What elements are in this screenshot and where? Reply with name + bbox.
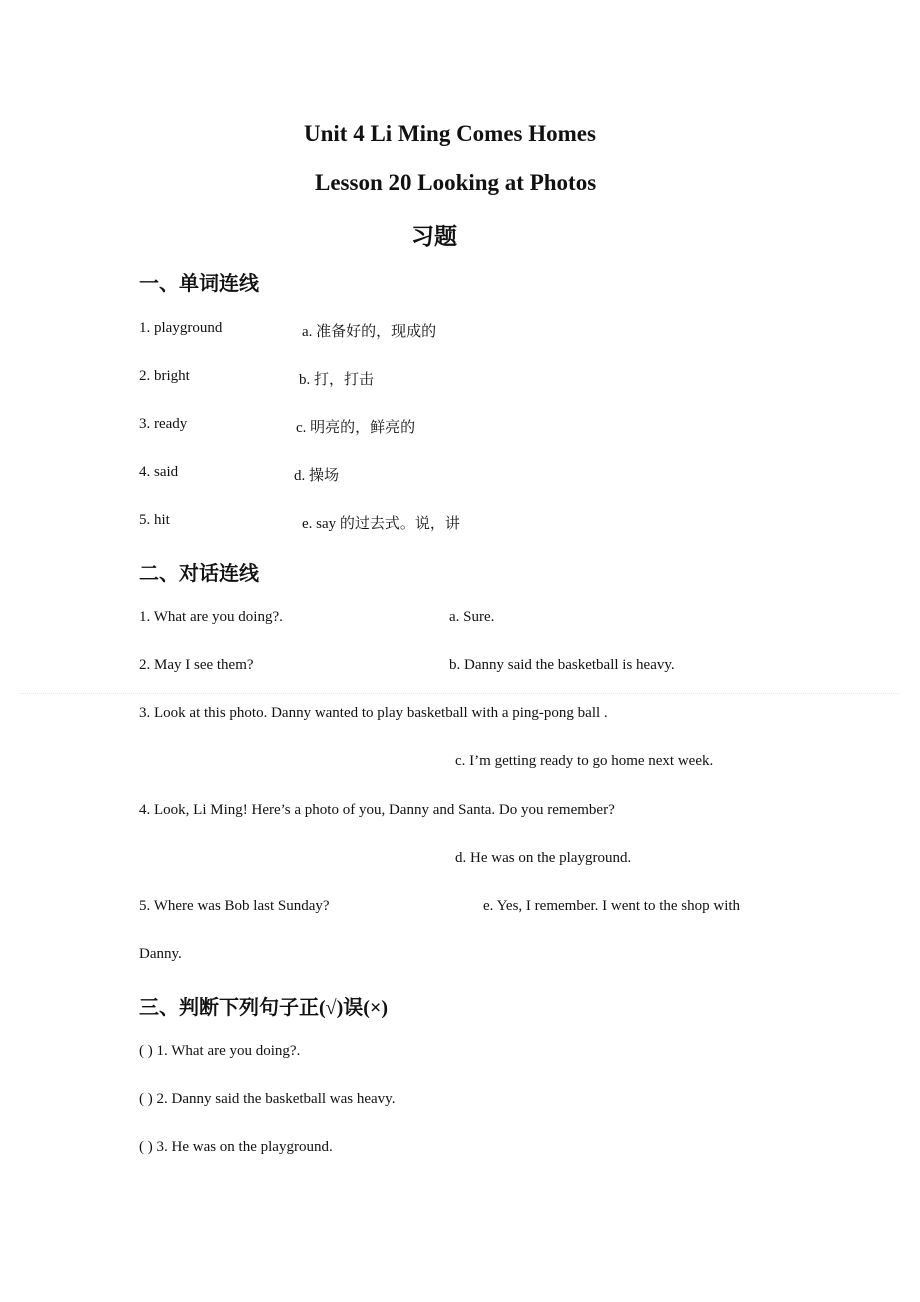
word-item-4: 4. said [139, 464, 179, 480]
exercise-title: 习题 [411, 224, 457, 249]
dialogue-question-2: 2. May I see them? [139, 657, 254, 673]
dialogue-answer-b: b. Danny said the basketball is heavy. [449, 657, 675, 673]
section3-heading: 三、判断下列句子正(√)误(×) [139, 997, 389, 1019]
dialogue-answer-c: c. I’m getting ready to go home next week. [455, 753, 714, 769]
word-item-2: 2. bright [139, 368, 190, 384]
judgement-item-3: ( ) 3. He was on the playground. [139, 1139, 333, 1155]
dialogue-answer-d: d. He was on the playground. [455, 850, 632, 866]
dialogue-answer-a: a. Sure. [449, 609, 495, 625]
word-item-1: 1. playground [139, 320, 223, 336]
meaning-item-e: e. say 的过去式。说，讲 [302, 516, 460, 532]
judgement-item-1: ( ) 1. What are you doing?. [139, 1043, 301, 1059]
faint-divider [20, 693, 900, 694]
dialogue-answer-e-continued: Danny. [139, 946, 182, 962]
dialogue-question-3: 3. Look at this photo. Danny wanted to play basketball with a ping-pong ball . [139, 705, 608, 721]
dialogue-answer-e: e. Yes, I remember. I went to the shop with [483, 898, 741, 914]
meaning-item-c: c. 明亮的，鲜亮的 [296, 420, 416, 436]
meaning-item-b: b. 打，打击 [299, 372, 375, 388]
meaning-item-a: a. 准备好的，现成的 [302, 324, 437, 340]
word-item-3: 3. ready [139, 416, 188, 432]
dialogue-question-5: 5. Where was Bob last Sunday? [139, 898, 330, 914]
unit-title: Unit 4 Li Ming Comes Homes [304, 121, 596, 146]
meaning-item-d: d. 操场 [294, 468, 340, 484]
section1-heading: 一、单词连线 [139, 273, 259, 295]
word-item-5: 5. hit [139, 512, 170, 528]
judgement-item-2: ( ) 2. Danny said the basketball was heavy. [139, 1091, 396, 1107]
dialogue-question-4: 4. Look, Li Ming! Here’s a photo of you, Danny and Santa. Do you remember? [139, 802, 615, 818]
lesson-title: Lesson 20 Looking at Photos [315, 170, 597, 195]
section2-heading: 二、对话连线 [139, 563, 259, 585]
dialogue-question-1: 1. What are you doing?. [139, 609, 283, 625]
